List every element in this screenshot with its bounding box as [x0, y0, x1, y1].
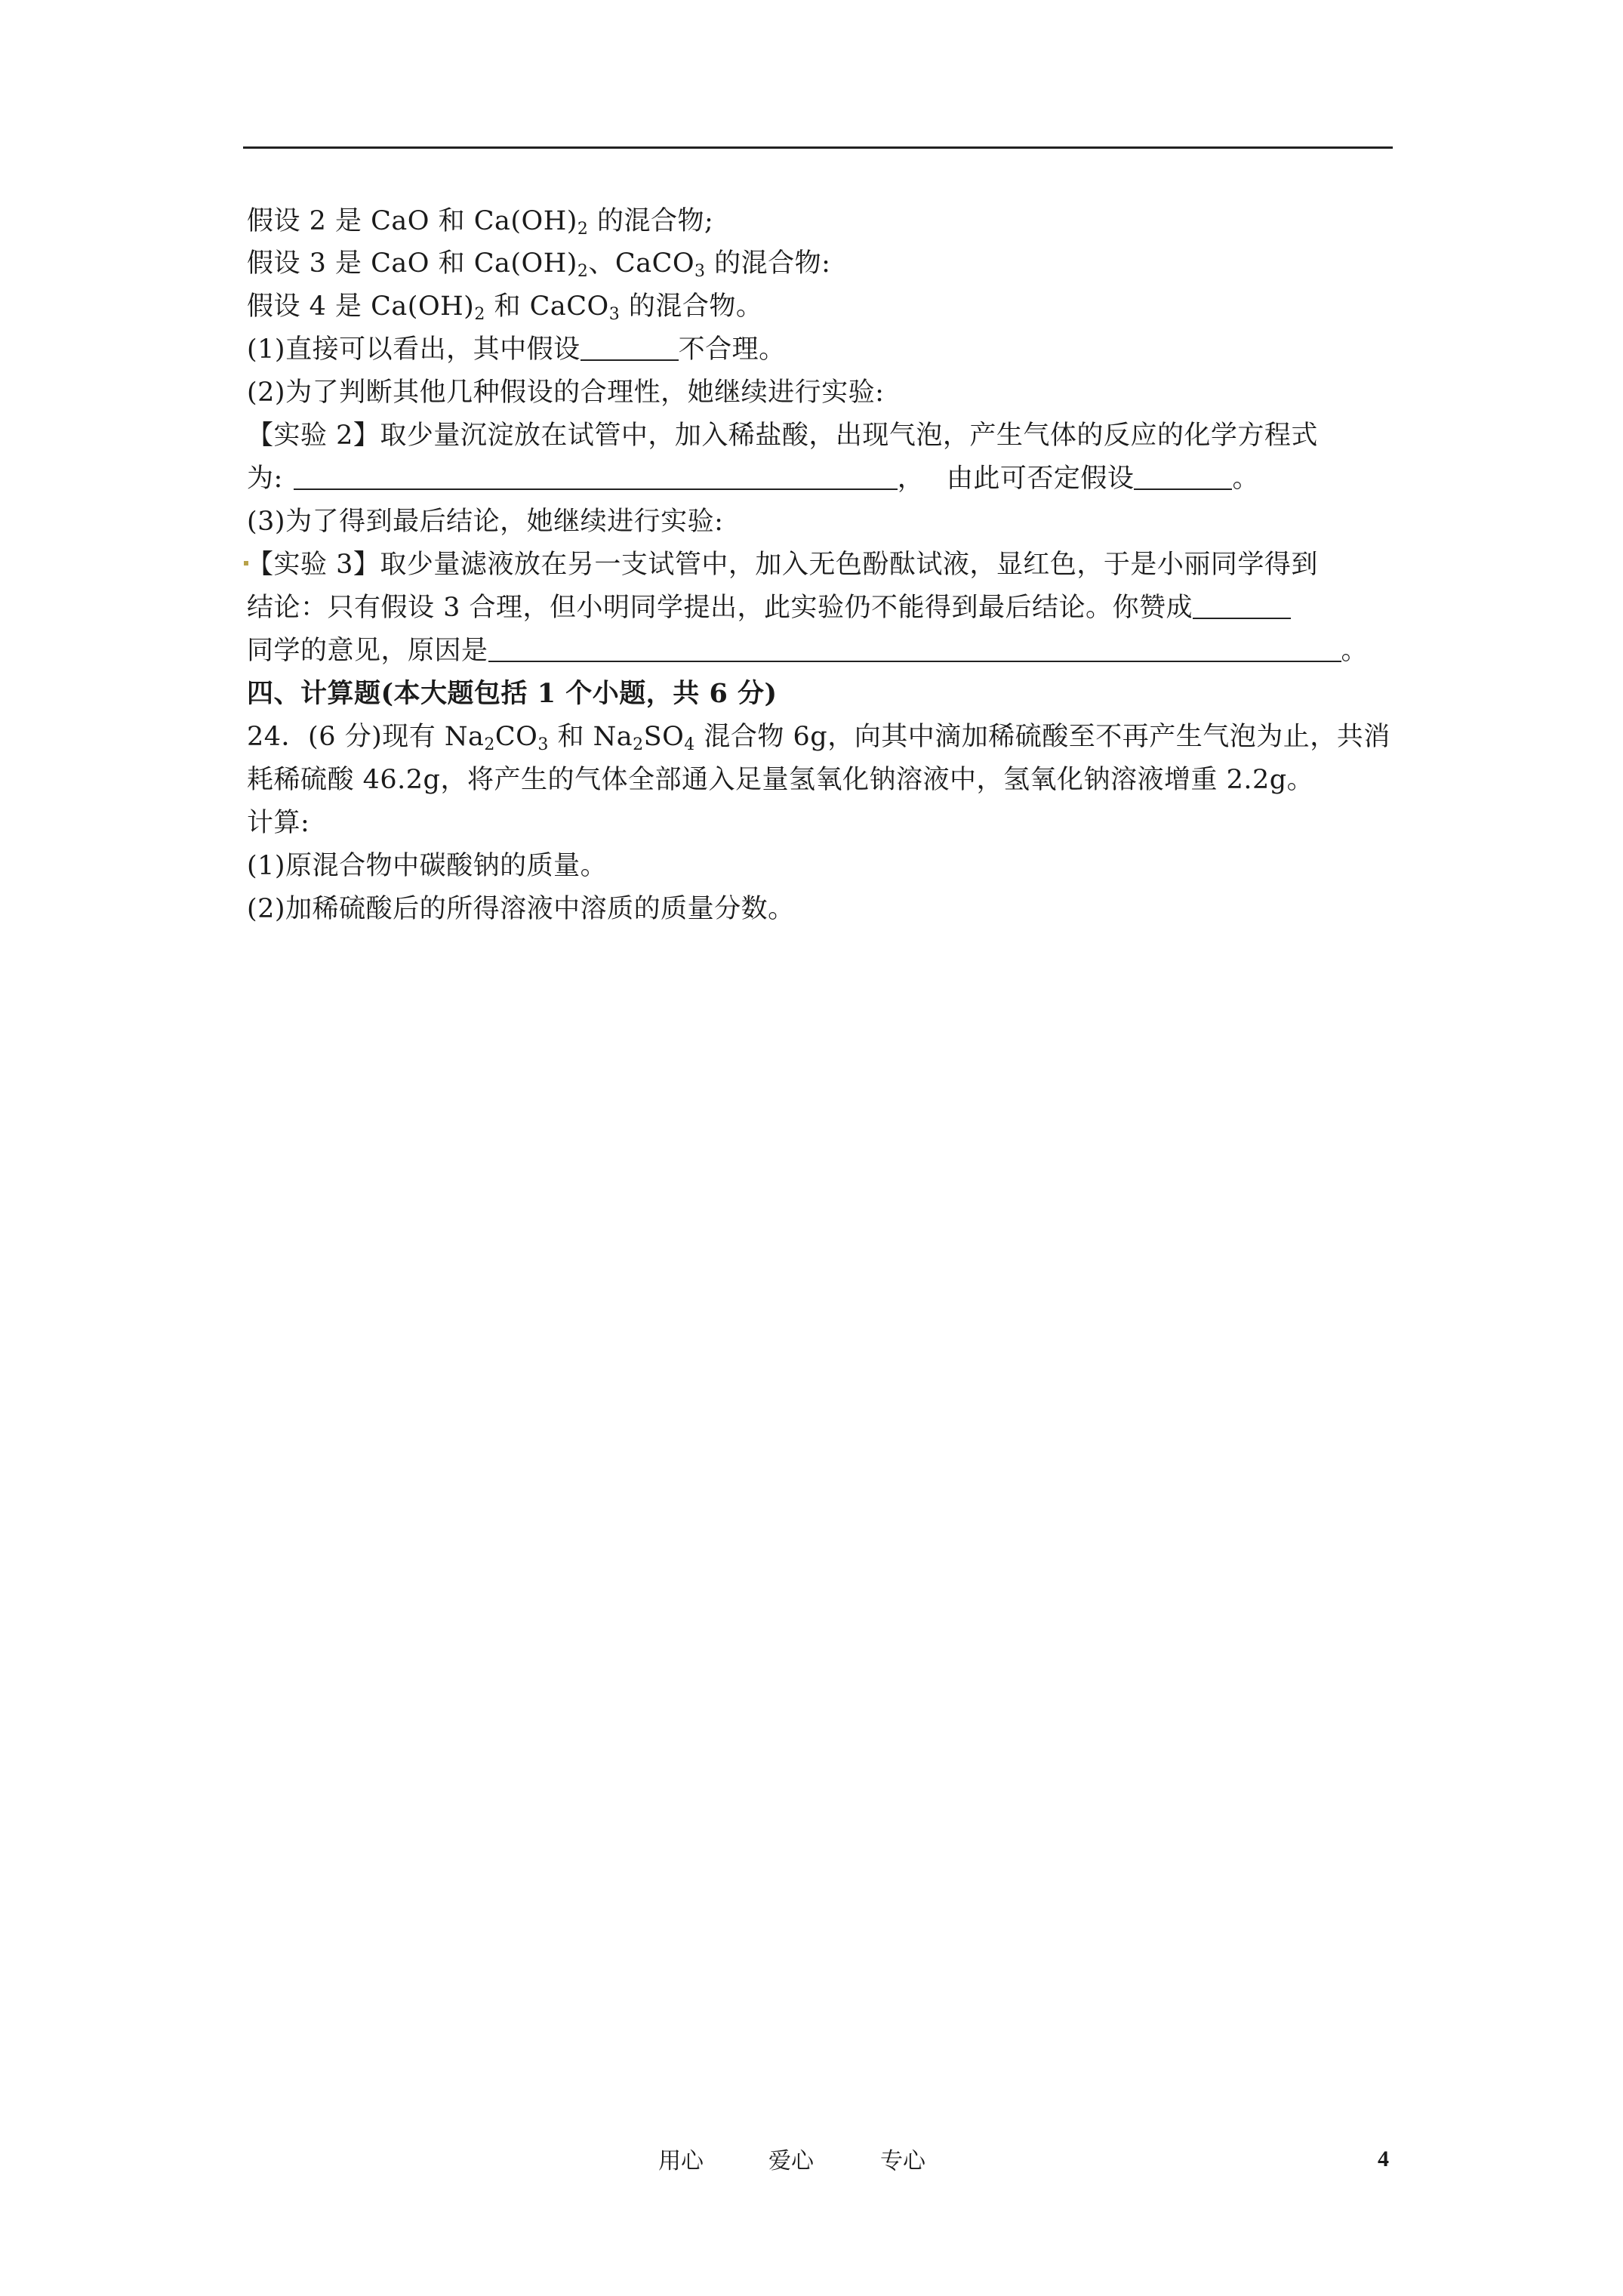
question-24-part-1: (1)原混合物中碳酸钠的质量。 — [247, 851, 608, 881]
footer-word-2: 爱心 — [768, 2148, 814, 2174]
question-24-part-2: (2)加稀硫酸后的所得溶液中溶质的质量分数。 — [247, 894, 795, 924]
header-rule — [243, 146, 1393, 149]
footer-word-3: 专心 — [880, 2148, 925, 2174]
question-2: (2)为了判断其他几种假设的合理性，她继续进行实验: — [247, 378, 885, 408]
student-blank[interactable] — [1193, 595, 1291, 619]
experiment-2-line-1: 【实验 2】取少量沉淀放在试管中，加入稀盐酸，出现气泡，产生气体的反应的化学方程式 — [247, 421, 1318, 451]
section-4-heading: 四、计算题(本大题包括 1 个小题，共 6 分) — [247, 678, 778, 709]
question-24-line-2: 耗稀硫酸 46.2g，将产生的气体全部通入足量氢氧化钠溶液中，氢氧化钠溶液增重 2.2g。 — [247, 765, 1314, 795]
experiment-3-line-3: 同学的意见，原因是 。 — [247, 636, 1369, 666]
reason-blank[interactable] — [488, 638, 1341, 662]
experiment-2-line-2: 为: ， 由此可否定假设 。 — [247, 464, 1259, 494]
question-1: (1)直接可以看出，其中假设 不合理。 — [247, 334, 786, 365]
question-24-line-3: 计算: — [247, 808, 310, 838]
footer-word-1: 用心 — [658, 2148, 704, 2174]
hypothesis-blank[interactable] — [1134, 466, 1232, 490]
hypothesis-3: 假设 3 是 CaO 和 $Ca(OH)_2$、CaCO$_3$ 的混合物: — [247, 248, 831, 281]
question-3: (3)为了得到最后结论，她继续进行实验: — [247, 507, 724, 537]
experiment-3-line-2: 结论：只有假设 3 合理，但小明同学提出，此实验仍不能得到最后结论。你赞成 — [247, 590, 1291, 625]
answer-blank-q1[interactable] — [581, 337, 679, 361]
equation-blank[interactable] — [294, 466, 898, 490]
hypothesis-4: 假设 4 是 $Ca(OH)_2$ 和 CaCO$_3$ 的混合物。 — [247, 291, 763, 324]
question-24-line-1: 24．(6 分)现有 $Na_2CO_3$ 和 $Na_2SO_4$ 混合物 6g，向其中滴加稀硫酸至不再产生气泡为止，共消 — [247, 722, 1390, 754]
page-number: 4 — [1378, 2147, 1389, 2171]
experiment-3-line-1: 【实验 3】取少量滤液放在另一支试管中，加入无色酚酞试液，显红色，于是小丽同学得到 — [247, 550, 1318, 580]
hypothesis-2: 假设 2 是 CaO 和 $Ca(OH)_2$ 的混合物; — [247, 206, 714, 239]
